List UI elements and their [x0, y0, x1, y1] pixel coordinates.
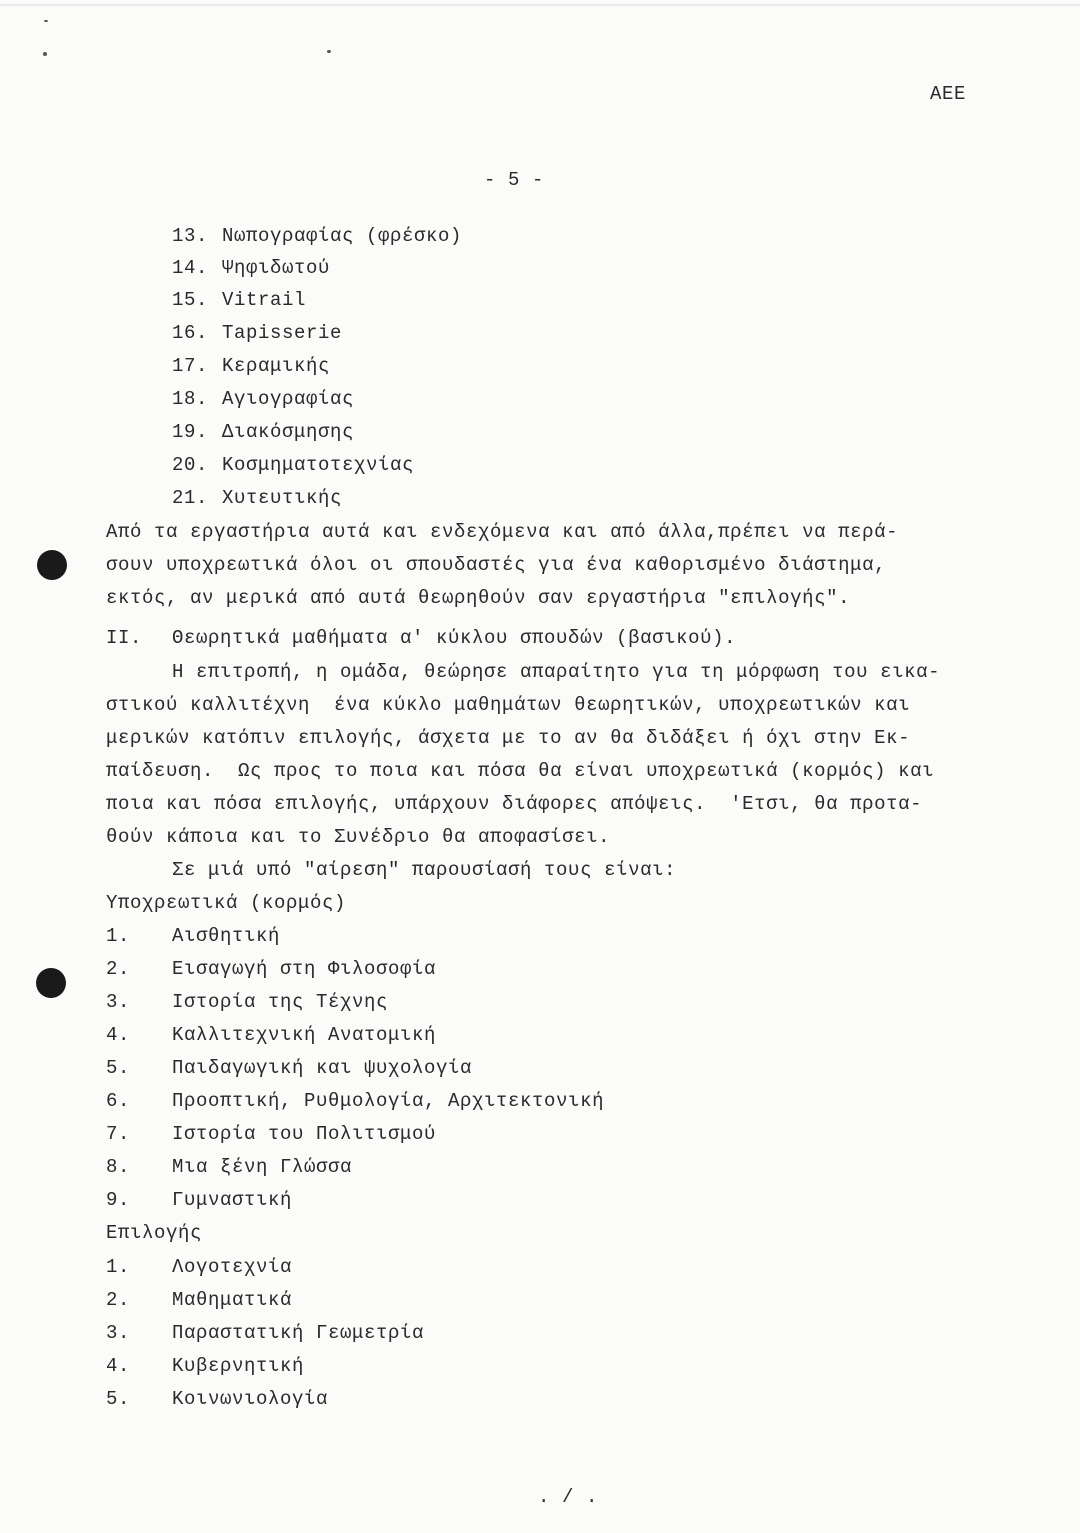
paragraph-line: Η επιτροπή, η ομάδα, θεώρησε απαραίτητο για τη μόρφωση του εικα-: [172, 661, 941, 683]
list-item-number: 20.: [172, 454, 209, 476]
elective-heading: Επιλογής: [106, 1222, 203, 1244]
list-item: Παιδαγωγική και ψυχολογία: [172, 1057, 473, 1079]
punch-hole: [37, 550, 67, 580]
list-item-number: 3.: [106, 1322, 131, 1344]
section-number: II.: [106, 627, 143, 649]
page-number: - 5 -: [484, 169, 545, 191]
list-item: Ψηφιδωτού: [222, 257, 331, 279]
list-item: Μαθηματικά: [172, 1289, 293, 1311]
list-item: Κοινωνιολογία: [172, 1388, 329, 1410]
list-item: Κεραμικής: [222, 355, 331, 377]
paragraph-line: εκτός, αν μερικά από αυτά θεωρηθούν σαν εργαστήρια "επιλογής".: [106, 587, 851, 609]
paragraph-line: σουν υποχρεωτικά όλοι οι σπουδαστές για ένα καθορισμένο διάστημα,: [106, 554, 887, 576]
punch-hole: [36, 968, 66, 998]
list-item-number: 2.: [106, 1289, 131, 1311]
list-item-number: 19.: [172, 421, 209, 443]
list-item: Εισαγωγή στη Φιλοσοφία: [172, 958, 437, 980]
paragraph-line: παίδευση. Ως προς το ποια και πόσα θα είναι υποχρεωτικά (κορμός) και: [106, 760, 935, 782]
paragraph-line: Από τα εργαστήρια αυτά και ενδεχόμενα και από άλλα,πρέπει να περά-: [106, 521, 899, 543]
list-item: Μια ξένη Γλώσσα: [172, 1156, 353, 1178]
list-item: Ιστορία της Τέχνης: [172, 991, 389, 1013]
list-item: Παραστατική Γεωμετρία: [172, 1322, 425, 1344]
list-item: Γυμναστική: [172, 1189, 293, 1211]
list-item: Ιστορία του Πολιτισμού: [172, 1123, 437, 1145]
scan-speck: [43, 52, 47, 56]
continuation-mark: . / .: [538, 1486, 599, 1508]
list-item-number: 13.: [172, 225, 209, 247]
list-item-number: 16.: [172, 322, 209, 344]
list-item-number: 6.: [106, 1090, 131, 1112]
list-item-number: 21.: [172, 487, 209, 509]
scan-edge: [0, 4, 1080, 6]
section-title: Θεωρητικά μαθήματα α' κύκλου σπουδών (βασικού).: [172, 627, 737, 649]
paragraph-line: μερικών κατόπιν επιλογής, άσχετα με το αν θα διδάξει ή όχι στην Εκ-: [106, 727, 911, 749]
list-item: Χυτευτικής: [222, 487, 343, 509]
paragraph-line: στικού καλλιτέχνη ένα κύκλο μαθημάτων θεωρητικών, υποχρεωτικών και: [106, 694, 911, 716]
scan-speck: [327, 50, 331, 53]
list-item: Κοσμηματοτεχνίας: [222, 454, 415, 476]
list-item-number: 7.: [106, 1123, 131, 1145]
list-item: Κυβερνητική: [172, 1355, 305, 1377]
list-item-number: 4.: [106, 1024, 131, 1046]
mandatory-heading: Υποχρεωτικά (κορμός): [106, 892, 347, 914]
list-item: Προοπτική, Ρυθμολογία, Αρχιτεκτονική: [172, 1090, 605, 1112]
paragraph-line: ποια και πόσα επιλογής, υπάρχουν διάφορες απόψεις. 'Ετσι, θα προτα-: [106, 793, 923, 815]
list-item-number: 2.: [106, 958, 131, 980]
document-code: ΑΕΕ: [930, 83, 967, 105]
list-item-number: 17.: [172, 355, 209, 377]
list-item-number: 5.: [106, 1057, 131, 1079]
list-item: Λογοτεχνία: [172, 1256, 293, 1278]
list-item: Tapisserie: [222, 322, 343, 344]
list-item-number: 4.: [106, 1355, 131, 1377]
list-item: Αισθητική: [172, 925, 281, 947]
list-item-number: 18.: [172, 388, 209, 410]
list-item: Vitrail: [222, 289, 307, 311]
list-item-number: 8.: [106, 1156, 131, 1178]
list-item-number: 9.: [106, 1189, 131, 1211]
list-item: Διακόσμησης: [222, 421, 355, 443]
list-item-number: 3.: [106, 991, 131, 1013]
list-item-number: 1.: [106, 1256, 131, 1278]
paragraph-intro: Σε μιά υπό "αίρεση" παρουσίασή τους είναι:: [172, 859, 677, 881]
list-item-number: 15.: [172, 289, 209, 311]
scan-speck: [44, 20, 48, 22]
list-item: Αγιογραφίας: [222, 388, 355, 410]
paragraph-line: θούν κάποια και το Συνέδριο θα αποφασίσει.: [106, 826, 611, 848]
list-item-number: 14.: [172, 257, 209, 279]
list-item-number: 1.: [106, 925, 131, 947]
list-item: Νωπογραφίας (φρέσκο): [222, 225, 463, 247]
list-item: Καλλιτεχνική Ανατομική: [172, 1024, 437, 1046]
list-item-number: 5.: [106, 1388, 131, 1410]
